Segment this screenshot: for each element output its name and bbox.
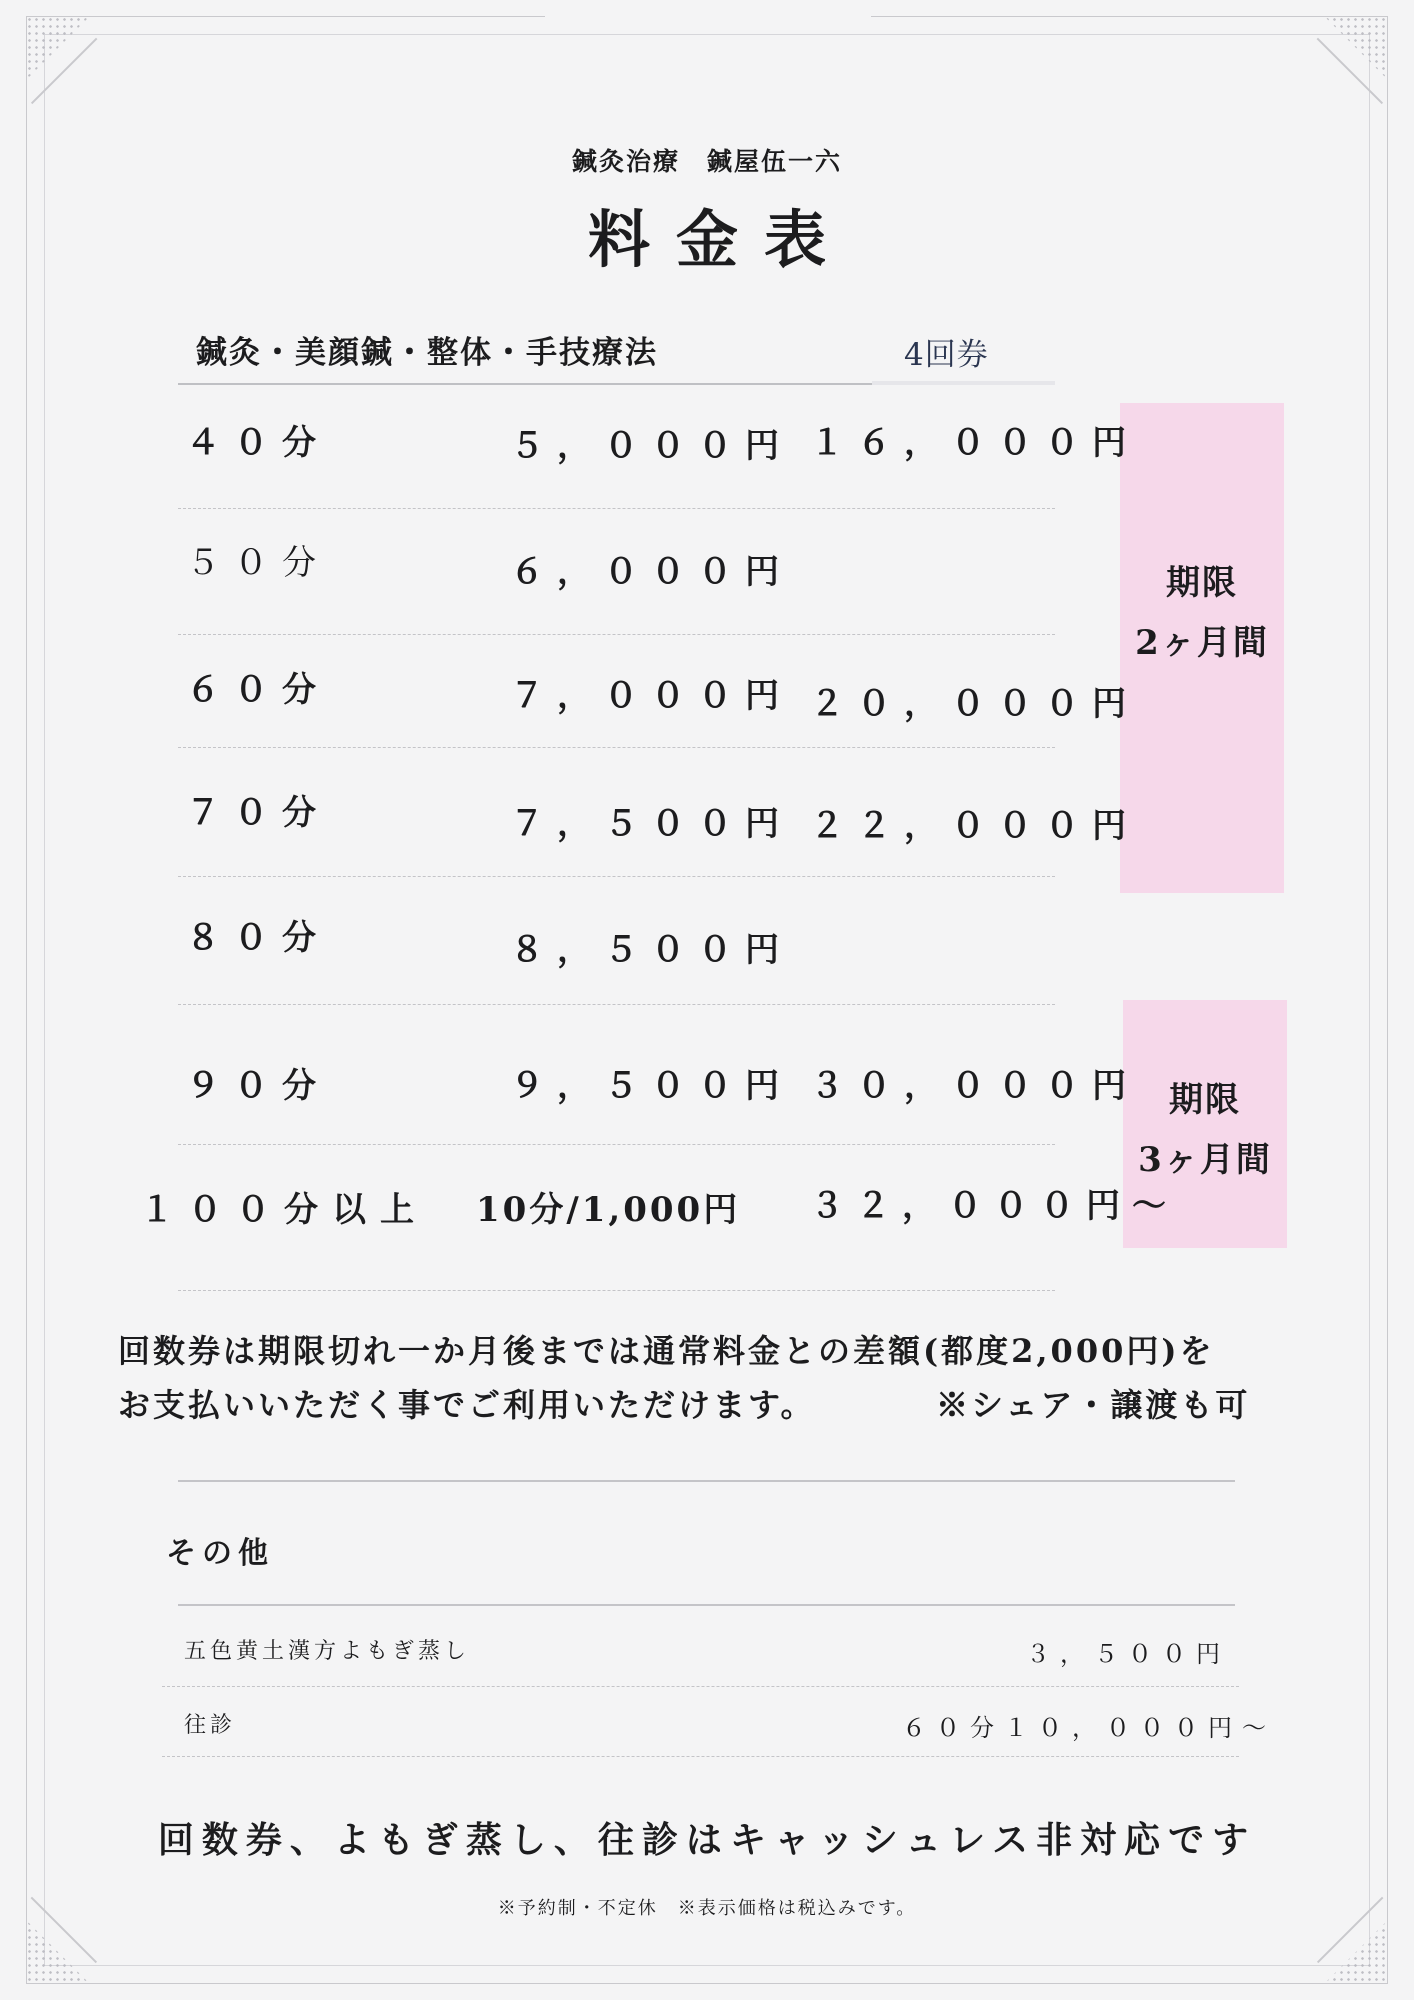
row-price: ５，０００円 bbox=[510, 426, 792, 466]
row-divider bbox=[178, 508, 1055, 509]
row-price: ７，０００円 bbox=[510, 676, 792, 716]
ticket-note-line2: お支払いいただく事でご利用いただけます。 bbox=[118, 1386, 816, 1424]
expiry-3-line1: 期限 bbox=[1169, 1080, 1241, 1120]
row-duration: ５０分 bbox=[186, 543, 330, 583]
clinic-name: 鍼灸治療 鍼屋伍一六 bbox=[571, 147, 842, 176]
row-divider bbox=[178, 634, 1055, 635]
row-divider bbox=[178, 1144, 1055, 1145]
expiry-2-line1: 期限 bbox=[1166, 563, 1238, 603]
row-price: ９，５００円 bbox=[510, 1066, 792, 1106]
row-price: 10分/1,000円 bbox=[476, 1190, 741, 1230]
other-row-divider bbox=[162, 1756, 1239, 1757]
page-title: 料金表 bbox=[587, 203, 852, 276]
row-ticket-price: ３０，０００円 bbox=[810, 1066, 1139, 1106]
row-price: ８，５００円 bbox=[510, 930, 792, 970]
row-duration: ７０分 bbox=[186, 793, 330, 833]
row-ticket-price: ３２，０００円～ bbox=[810, 1186, 1178, 1226]
other-item-price: ６０分１０，０００円～ bbox=[902, 1714, 1276, 1742]
other-section-title: その他 bbox=[166, 1536, 274, 1571]
other-header-divider bbox=[178, 1604, 1235, 1606]
row-divider bbox=[178, 1004, 1055, 1005]
other-item-price: ３，５００円 bbox=[1026, 1640, 1230, 1668]
other-item-name: 五色黄土漢方よもぎ蒸し bbox=[184, 1639, 471, 1664]
section-divider bbox=[178, 1480, 1235, 1482]
ticket-header-underline bbox=[872, 381, 1055, 385]
other-item-name: 往診 bbox=[184, 1713, 237, 1738]
cashless-notice: 回数券、よもぎ蒸し、往診はキャッシュレス非対応です bbox=[157, 1819, 1257, 1861]
row-duration: １００分以上 bbox=[140, 1190, 428, 1230]
row-price: ７，５００円 bbox=[510, 804, 792, 844]
row-divider bbox=[178, 876, 1055, 877]
expiry-2-line2: 2ヶ月間 bbox=[1135, 623, 1269, 663]
ticket-note-line1: 回数券は期限切れ一か月後までは通常料金との差額(都度2,000円)を bbox=[118, 1332, 1215, 1370]
expiry-box-2-months bbox=[1120, 403, 1284, 893]
row-ticket-price: ２２，０００円 bbox=[810, 806, 1139, 846]
row-duration: ９０分 bbox=[186, 1066, 330, 1106]
footer-notice: ※予約制・不定休 ※表示価格は税込みです。 bbox=[497, 1898, 917, 1919]
treatments-label: 鍼灸・美顔鍼・整体・手技療法 bbox=[196, 335, 658, 371]
row-divider bbox=[178, 1290, 1055, 1291]
row-duration: ６０分 bbox=[186, 670, 330, 710]
ticket-column-label: 4回券 bbox=[904, 337, 989, 373]
row-duration: ８０分 bbox=[186, 918, 330, 958]
row-price: ６，０００円 bbox=[510, 552, 792, 592]
row-divider bbox=[178, 747, 1055, 748]
row-ticket-price: １６，０００円 bbox=[810, 423, 1139, 463]
frame-top-gap bbox=[545, 12, 871, 24]
row-ticket-price: ２０，０００円 bbox=[810, 684, 1139, 724]
expiry-3-line2: 3ヶ月間 bbox=[1138, 1140, 1272, 1180]
row-duration: ４０分 bbox=[186, 423, 330, 463]
share-note: ※シェア・譲渡も可 bbox=[936, 1386, 1251, 1424]
other-row-divider bbox=[162, 1686, 1239, 1687]
